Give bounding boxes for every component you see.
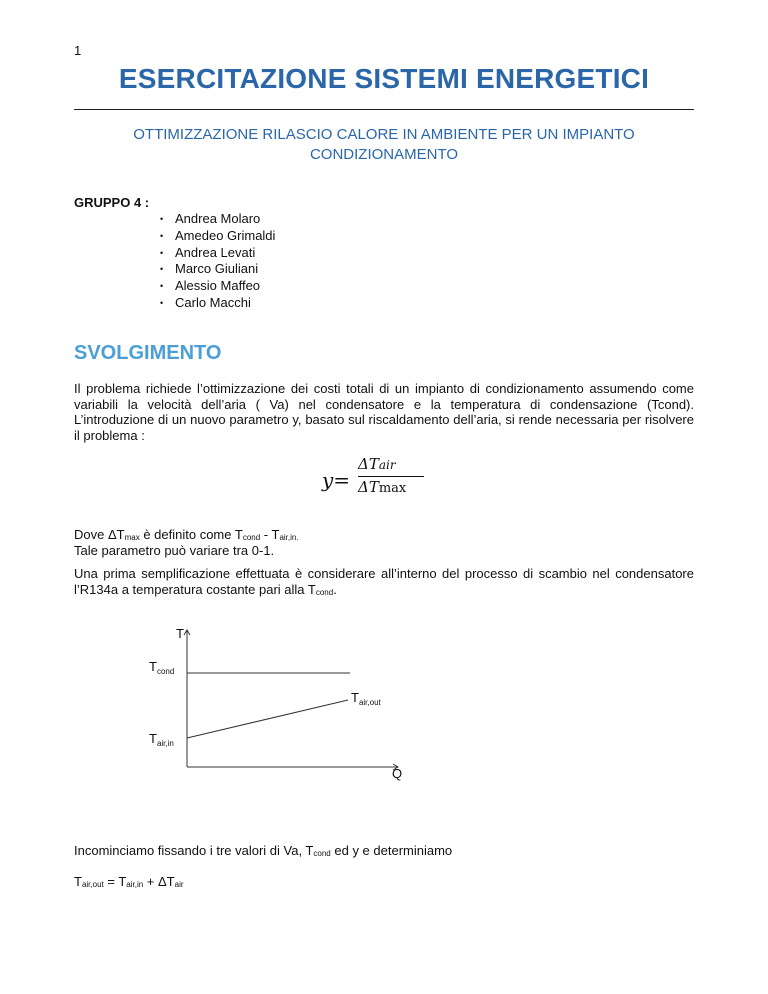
member-item: • Marco Giuliani	[160, 261, 275, 278]
member-item: • Alessio Maffeo	[160, 278, 275, 295]
member-item: • Carlo Macchi	[160, 295, 275, 312]
axis-label-q: Q	[392, 766, 403, 781]
def-subscript: cond	[242, 533, 261, 542]
title-divider	[74, 109, 694, 110]
subtitle-line-1: OTTIMIZZAZIONE RILASCIO CALORE IN AMBIENTE PER UN IMPIANTO	[133, 126, 635, 143]
label-subscript: air,out	[358, 698, 381, 707]
member-item: • Andrea Levati	[160, 245, 275, 262]
intro-paragraph: Il problema richiede l’ottimizzazione dei costi totali di un impianto di condizionamento assumendo come variabili la velocità dell’aria ( Va) nel condensatore e la temperatura di condensazione (Tcond). L’introduzione di un nuovo parametro y, basato sul riscaldamento dell’aria, si rende necessaria per risolvere il problema :	[74, 381, 694, 443]
definition-line-2: Tale parametro può variare tra 0-1.	[74, 543, 275, 558]
def-subscript: air,in.	[279, 533, 299, 542]
group-members-list	[160, 211, 275, 312]
label-t-cond	[149, 659, 174, 676]
fraction-bar	[358, 476, 424, 477]
def-text: è definito come T	[139, 527, 243, 542]
group-label: GRUPPO 4 :	[74, 195, 150, 210]
member-item: • Andrea Molaro	[160, 211, 275, 228]
simpl-subscript: cond	[315, 587, 334, 597]
temperature-diagram	[140, 622, 420, 782]
formula-denominator	[358, 478, 406, 496]
numerator-subscript: air	[378, 458, 396, 472]
label-base: T	[149, 731, 157, 746]
label-subscript: air,in	[156, 739, 174, 748]
section-heading: SVOLGIMENTO	[74, 342, 222, 364]
eq-text: + ΔT	[143, 874, 175, 889]
closing-subscript: cond	[313, 849, 331, 858]
closing-text: Incominciamo fissando i tre valori di Va, T	[74, 843, 314, 858]
page-number: 1	[74, 43, 82, 58]
eq-text: = T	[103, 874, 127, 889]
formula-numerator	[358, 455, 396, 473]
simpl-text: .	[333, 581, 337, 597]
t-air-line	[187, 700, 348, 738]
document-title: ESERCITAZIONE SISTEMI ENERGETICI	[118, 63, 650, 94]
simplification-paragraph	[74, 566, 694, 600]
member-item: • Amedeo Grimaldi	[160, 228, 275, 245]
document-subtitle	[74, 125, 694, 165]
closing-sentence	[74, 843, 452, 862]
def-subscript: max	[124, 533, 140, 542]
label-t-air-in	[149, 731, 174, 748]
denominator-symbol: ΔT	[358, 478, 379, 496]
label-base: T	[149, 659, 157, 674]
closing-text: ed y e determiniamo	[330, 843, 453, 858]
def-text: - T	[260, 527, 280, 542]
def-text: Dove ΔT	[74, 527, 125, 542]
label-base: T	[351, 690, 359, 705]
axis-label-t: T	[176, 626, 184, 641]
label-t-air-out	[351, 690, 382, 707]
label-subscript: cond	[156, 667, 175, 676]
eq-subscript: air,in	[126, 880, 144, 889]
subtitle-line-2: CONDIZIONAMENTO	[309, 146, 459, 163]
eq-subscript: air,out	[81, 880, 104, 889]
formula-lhs: y=	[322, 468, 351, 492]
air-out-equation	[74, 874, 184, 893]
numerator-symbol: ΔT	[358, 455, 379, 473]
eq-subscript: air	[174, 880, 184, 889]
simpl-text: Una prima semplificazione effettuata è considerare all’interno del processo di scambio nel condensatore l’R134a a temperatura costante pari alla T	[74, 566, 694, 597]
denominator-subscript: max	[378, 481, 407, 496]
eq-text: T	[74, 874, 82, 889]
